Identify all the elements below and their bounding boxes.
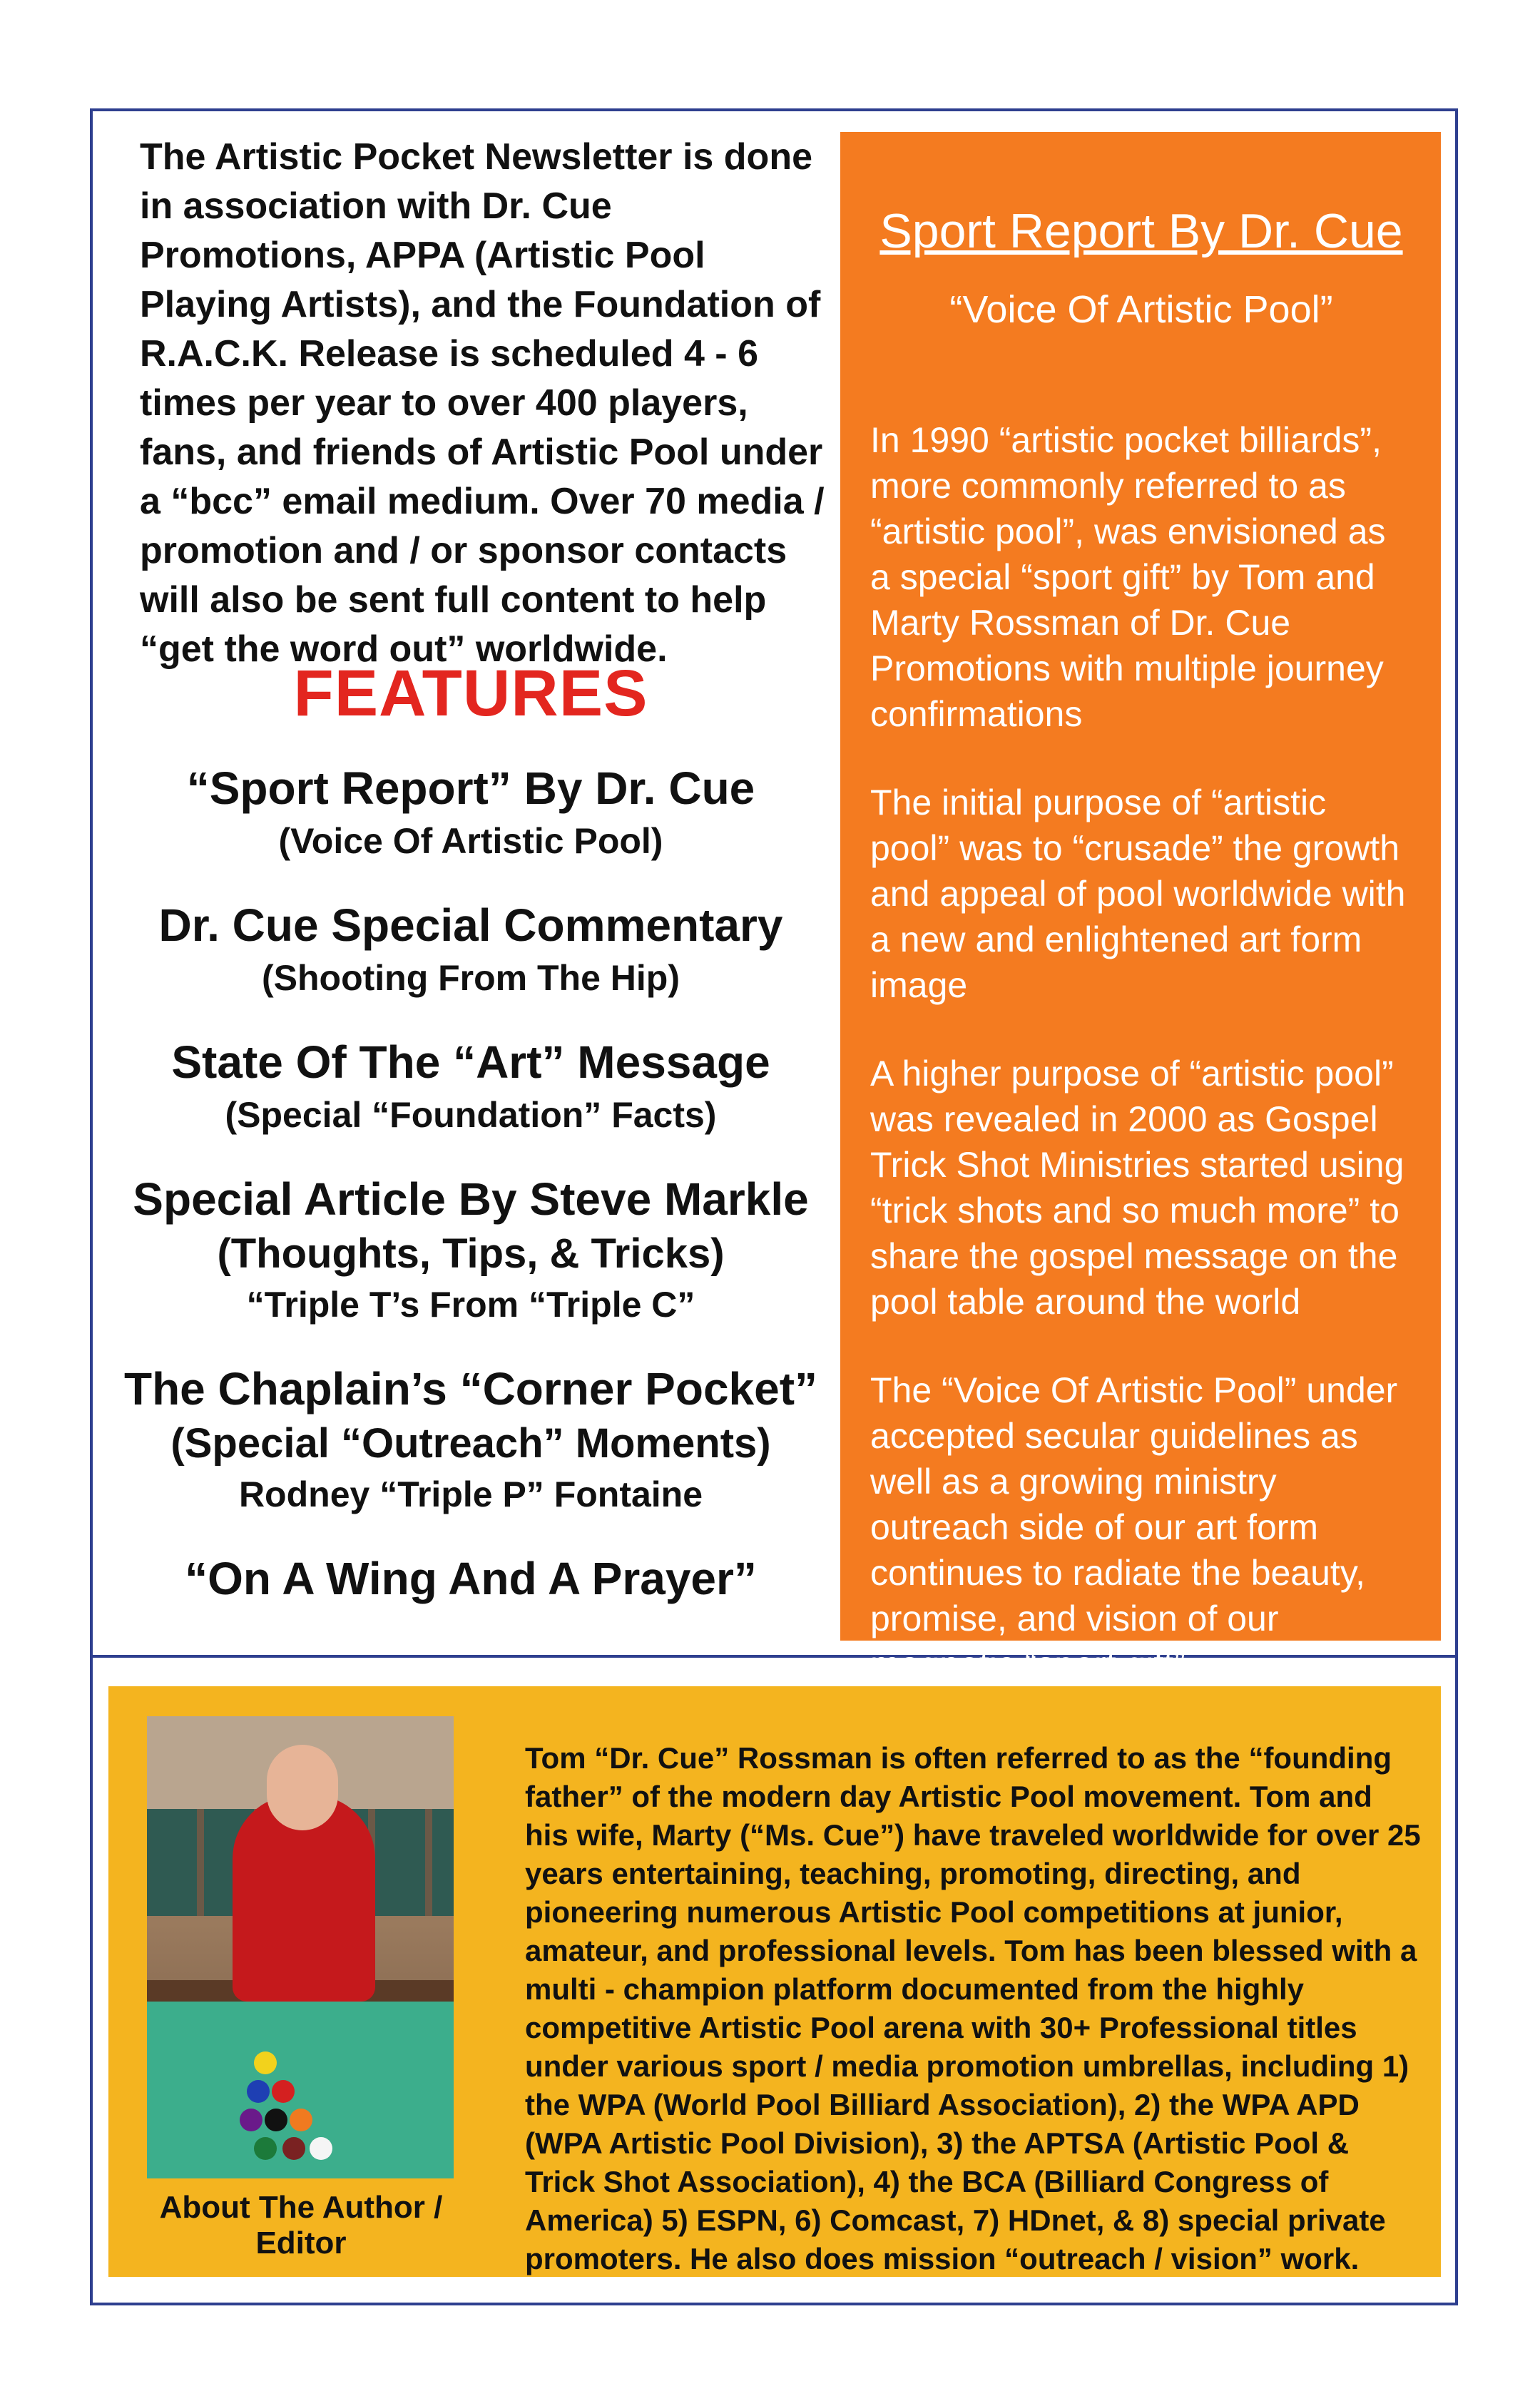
sport-report-title: Sport Report By Dr. Cue	[879, 204, 1403, 258]
sport-report-subtitle: “Voice Of Artistic Pool”	[949, 288, 1333, 331]
feature-main: “Sport Report” By Dr. Cue	[186, 763, 755, 814]
feature-item	[107, 1360, 835, 1519]
feature-item	[107, 897, 835, 1002]
feature-main: State Of The “Art” Message	[171, 1036, 770, 1088]
features-section	[107, 656, 835, 1638]
author-bio: Tom “Dr. Cue” Rossman is often referred to as the “founding father” of the modern day Artistic Pool movement. Tom and his wife, Marty (“Ms. Cue”) have traveled worldwide for over 25 years entertaining, teaching, promoting, directing, and pioneering numerous Artistic Pool competitions at junior, amateur, and professional levels. Tom has been blessed with a multi - champion platform documented from the highly competitive Artistic Pool arena with 30+ Professional titles under various sport / media promotion umbrellas, including 1) the WPA (World Pool Billiard Association), 2) the WPA APD (WPA Artistic Pool Division), 3) the APTSA (Artistic Pool & Trick Shot Association), 4) the BCA (Billiard Congress of America) 5) ESPN, 6) Comcast, 7) HDnet, & 8) special private promoters. He also does mission “outreach / vision” work.	[525, 1741, 1421, 2275]
feature-sub: (Special “Foundation” Facts)	[225, 1095, 717, 1135]
sport-report-paragraph: The initial purpose of “artistic pool” was to “crusade” the growth and appeal of pool worldwide with a new and enlightened art form image	[870, 783, 1406, 1005]
feature-main: “On A Wing And A Prayer”	[185, 1553, 757, 1604]
feature-item	[107, 1034, 835, 1139]
author-caption: About The Author / Editor	[159, 2190, 443, 2260]
feature-main: Dr. Cue Special Commentary	[158, 899, 783, 951]
feature-sub2: “Triple T’s From “Triple C”	[246, 1285, 695, 1325]
feature-sub2: Rodney “Triple P” Fontaine	[238, 1474, 703, 1514]
sport-report-paragraph: In 1990 “artistic pocket billiards”, more commonly referred to as “artistic pool”, was envisioned as a special “sport gift” by Tom and Marty Rossman of Dr. Cue Promotions with multiple journey confirmations	[870, 420, 1386, 734]
feature-main: The Chaplain’s “Corner Pocket”	[123, 1363, 818, 1414]
feature-item	[107, 760, 835, 865]
sport-report-paragraph: The “Voice Of Artistic Pool” under accepted secular guidelines as well as a growing ministry outreach side of our art form continues to radiate the beauty, promise, and vision of our magnetic “sport gift”	[870, 1370, 1398, 1684]
feature-sub: (Voice Of Artistic Pool)	[278, 821, 663, 861]
feature-main: Special Article By Steve Markle	[133, 1173, 809, 1225]
author-photo	[147, 1716, 454, 2178]
feature-sub: (Special “Outreach” Moments)	[170, 1420, 771, 1467]
sport-report-paragraph: A higher purpose of “artistic pool” was revealed in 2000 as Gospel Trick Shot Ministries started using “trick shots and so much more” to share the gospel message on the pool table around the world	[870, 1054, 1404, 1322]
intro-text: The Artistic Pocket Newsletter is done in association with Dr. Cue Promotions, APPA (Artistic Pool Playing Artists), and the Foundation of R.A.C.K. Release is scheduled 4 - 6 times per year to over 400 players, fans, and friends of Artistic Pool under a “bcc” email medium. Over 70 media / promotion and / or sponsor contacts will also be sent full content to help “get the word out” worldwide.	[140, 136, 825, 670]
intro-section	[140, 133, 825, 674]
feature-sub: (Shooting From The Hip)	[261, 958, 680, 998]
sport-report-box	[840, 132, 1441, 1684]
feature-sub: (Thoughts, Tips, & Tricks)	[217, 1230, 725, 1277]
feature-item	[107, 1550, 835, 1607]
author-box	[108, 1686, 1441, 2277]
feature-item	[107, 1171, 835, 1329]
features-title: FEATURES	[293, 657, 648, 730]
